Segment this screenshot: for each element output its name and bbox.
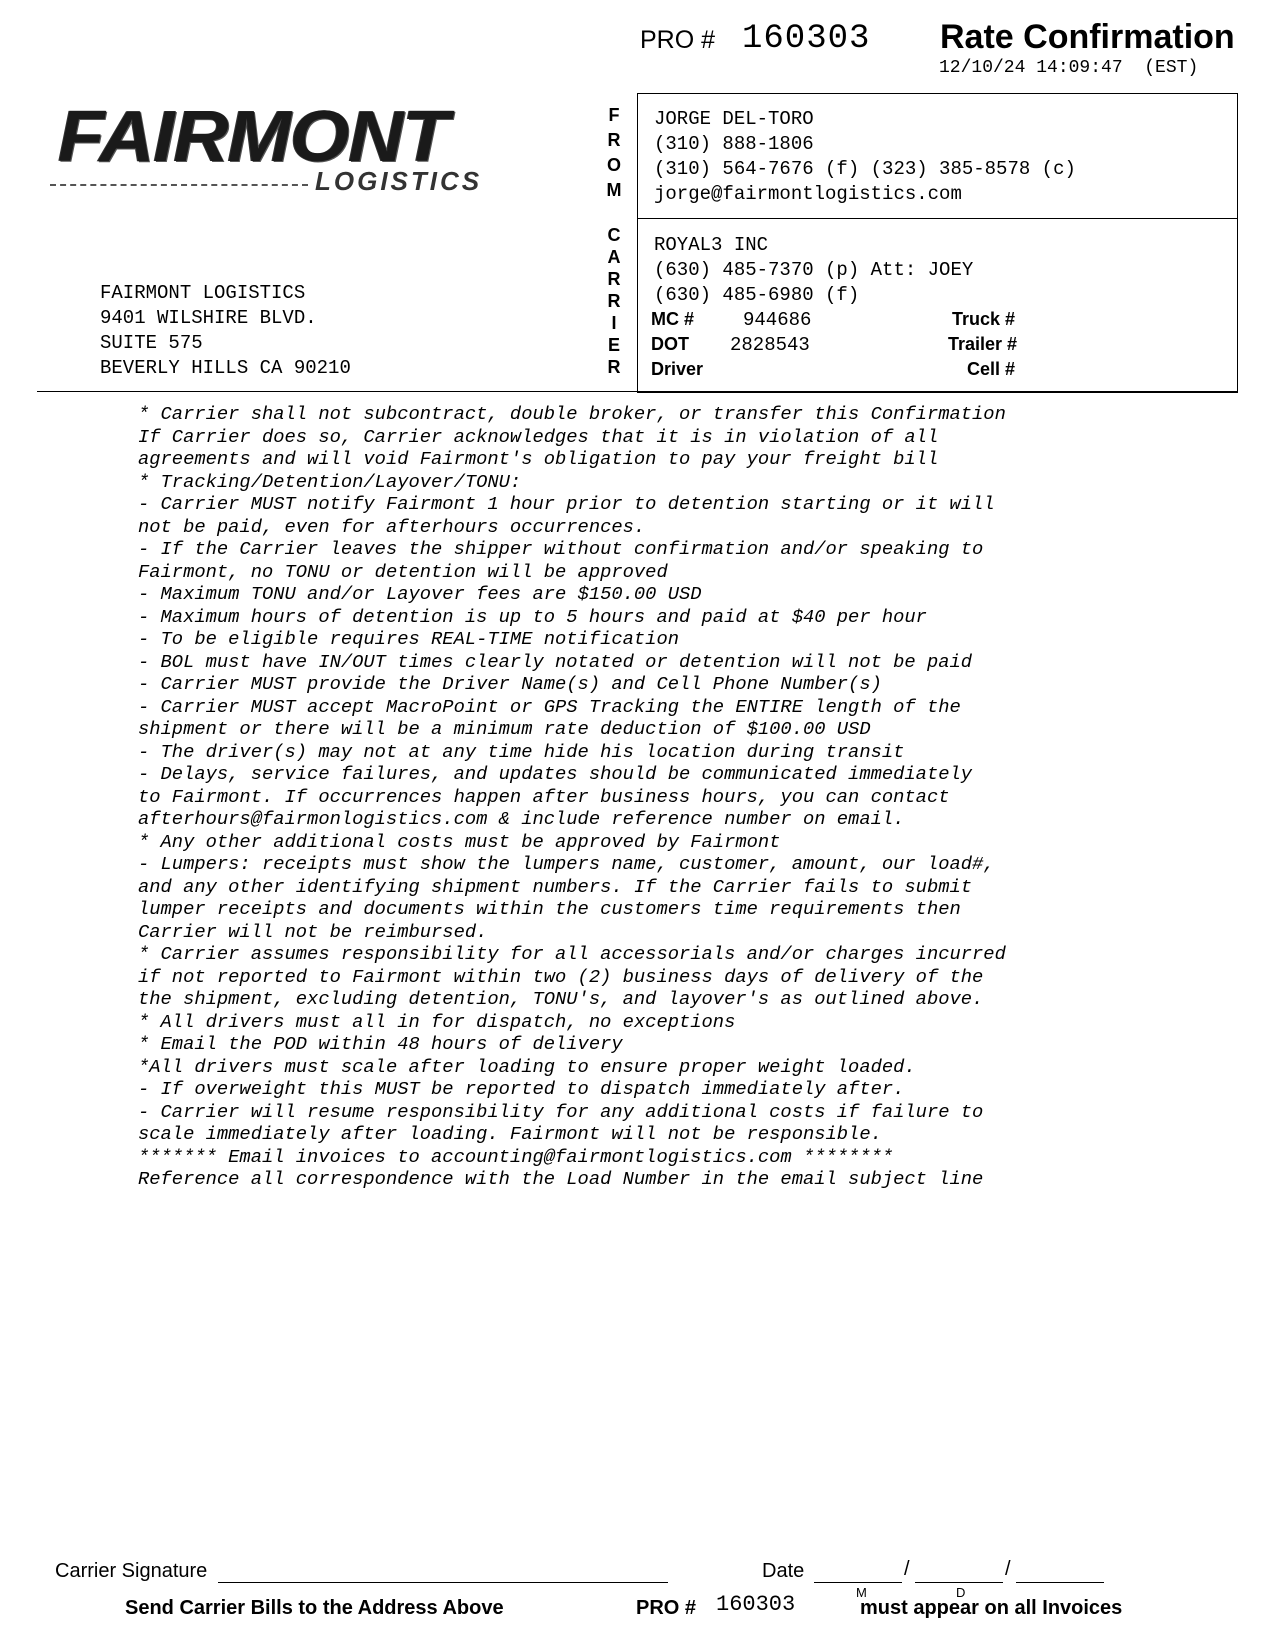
bills-address-note: Send Carrier Bills to the Address Above — [125, 1597, 504, 1619]
from-phone: (310) 888-1806 — [654, 133, 814, 155]
terms-line: Fairmont, no TONU or detention will be approved — [138, 560, 668, 583]
terms-line: if not reported to Fairmont within two (2) business days of delivery of the — [138, 965, 984, 988]
truck-label: Truck # — [952, 309, 1016, 329]
terms-line: * All drivers must all in for dispatch, no exceptions — [138, 1010, 736, 1033]
logo-subtitle: LOGISTICS — [315, 166, 483, 196]
terms-line: scale immediately after loading. Fairmont will not be responsible. — [138, 1123, 882, 1145]
terms-line: - If overweight this MUST be reported to dispatch immediately after. — [138, 1078, 905, 1100]
carrier-letter: R — [607, 269, 621, 289]
company-suite: SUITE 575 — [100, 332, 203, 354]
fairmont-logo — [50, 96, 520, 196]
mc-label: MC # — [651, 309, 695, 329]
terms-line: *All drivers must scale after loading to ensure proper weight loaded. — [138, 1055, 916, 1078]
trailer-label: Trailer # — [948, 334, 1018, 354]
carrier-letter: R — [607, 291, 621, 311]
from-name: JORGE DEL-TORO — [654, 108, 814, 130]
company-city: BEVERLY HILLS CA 90210 — [100, 357, 351, 379]
document-title: Rate Confirmation — [940, 18, 1235, 56]
terms-line: Reference all correspondence with the Load Number in the email subject line — [138, 1168, 984, 1190]
driver-label: Driver — [651, 359, 704, 379]
dot-label: DOT — [651, 334, 689, 354]
terms-line: Carrier will not be reimbursed. — [138, 920, 488, 943]
signature-label: Carrier Signature — [55, 1560, 208, 1582]
terms-line: - Delays, service failures, and updates should be communicated immediately — [138, 763, 973, 785]
from-letter: M — [606, 180, 622, 200]
date-slash: / — [1005, 1558, 1011, 1580]
pro-label: PRO # — [640, 26, 716, 54]
terms-line: - The driver(s) may not at any time hide his location during transit — [138, 740, 905, 763]
terms-line: - If the Carrier leaves the shipper without confirmation and/or speaking to — [138, 538, 984, 560]
cell-label: Cell # — [967, 359, 1016, 379]
from-vertical-label — [604, 103, 624, 203]
carrier-name: ROYAL3 INC — [654, 234, 769, 256]
footer-pro-label: PRO # — [636, 1597, 697, 1619]
carrier-fax: (630) 485-6980 (f) — [654, 284, 860, 306]
terms-line: - Carrier will resume responsibility for any additional costs if failure to — [138, 1100, 984, 1123]
from-email: jorge@fairmontlogistics.com — [654, 183, 962, 205]
footer-pro-number: 160303 — [716, 1592, 796, 1617]
terms-line: - To be eligible requires REAL-TIME notification — [138, 628, 679, 650]
date-day-line[interactable] — [915, 1582, 1003, 1583]
terms-line: * Email the POD within 48 hours of delivery — [138, 1033, 623, 1055]
carrier-phone: (630) 485-7370 (p) Att: JOEY — [654, 259, 974, 281]
date-month-line[interactable] — [814, 1582, 902, 1583]
carrier-vertical-label — [604, 224, 624, 378]
terms-line: - Carrier MUST provide the Driver Name(s) and Cell Phone Number(s) — [138, 673, 882, 695]
mc-value: 944686 — [743, 309, 812, 331]
terms-and-conditions — [138, 403, 1218, 1191]
signature-line[interactable] — [218, 1582, 668, 1583]
carrier-letter: C — [607, 225, 621, 245]
terms-line: - Maximum TONU and/or Layover fees are $150.00 USD — [138, 583, 702, 605]
terms-line: * Carrier shall not subcontract, double broker, or transfer this Confirmation — [138, 403, 1006, 425]
carrier-letter: I — [611, 313, 617, 333]
from-letter: F — [608, 105, 620, 125]
terms-line: * Any other additional costs must be approved by Fairmont — [138, 830, 781, 853]
pro-number: 160303 — [742, 20, 871, 58]
terms-line: - Maximum hours of detention is up to 5 hours and paid at $40 per hour — [138, 605, 927, 628]
terms-line: - Carrier MUST accept MacroPoint or GPS Tracking the ENTIRE length of the — [138, 695, 961, 718]
terms-line: - Carrier MUST notify Fairmont 1 hour prior to detention starting or it will — [138, 493, 995, 515]
date-year-line[interactable] — [1016, 1582, 1104, 1583]
date-slash: / — [904, 1558, 910, 1580]
date-label: Date — [762, 1560, 805, 1582]
invoice-note: must appear on all Invoices — [860, 1597, 1123, 1619]
terms-line: not be paid, even for afterhours occurrences. — [138, 515, 646, 538]
terms-line: ******* Email invoices to accounting@fairmontlogistics.com ******** — [138, 1145, 894, 1168]
from-fax-cell: (310) 564-7676 (f) (323) 385-8578 (c) — [654, 158, 1076, 180]
terms-line: shipment or there will be a minimum rate deduction of $100.00 USD — [138, 718, 871, 740]
terms-line: * Tracking/Detention/Layover/TONU: — [138, 470, 522, 493]
terms-line: and any other identifying shipment numbers. If the Carrier fails to submit — [138, 875, 973, 898]
terms-line: * Carrier assumes responsibility for all accessorials and/or charges incurred — [138, 943, 1006, 965]
company-street: 9401 WILSHIRE BLVD. — [100, 307, 317, 329]
carrier-letter: E — [607, 335, 620, 355]
terms-line: - BOL must have IN/OUT times clearly notated or detention will not be paid — [138, 650, 973, 673]
terms-line: If Carrier does so, Carrier acknowledges that it is in violation of all — [138, 425, 939, 448]
dot-value: 2828543 — [730, 334, 810, 356]
from-letter: R — [607, 130, 621, 150]
company-name: FAIRMONT LOGISTICS — [100, 282, 306, 304]
terms-line: to Fairmont. If occurrences happen after business hours, you can contact — [138, 785, 950, 808]
logo-rule — [50, 184, 308, 186]
date-day-label: D — [956, 1585, 966, 1600]
terms-line: - Lumpers: receipts must show the lumpers name, customer, amount, our load#, — [138, 853, 995, 875]
carrier-letter: A — [607, 247, 621, 267]
carrier-letter: R — [607, 357, 621, 377]
document-timestamp: 12/10/24 14:09:47 (EST) — [939, 58, 1199, 78]
header-divider — [37, 391, 1238, 392]
terms-line: afterhours@fairmonlogistics.com & include reference number on email. — [138, 808, 905, 830]
terms-line: the shipment, excluding detention, TONU's, and layover's as outlined above. — [138, 988, 984, 1010]
from-letter: O — [606, 155, 621, 175]
terms-line: agreements and will void Fairmont's obligation to pay your freight bill — [138, 448, 939, 470]
date-month-label: M — [856, 1585, 867, 1600]
terms-line: lumper receipts and documents within the customers time requirements then — [138, 898, 961, 920]
logo-wordmark: FAIRMONT — [58, 97, 449, 177]
